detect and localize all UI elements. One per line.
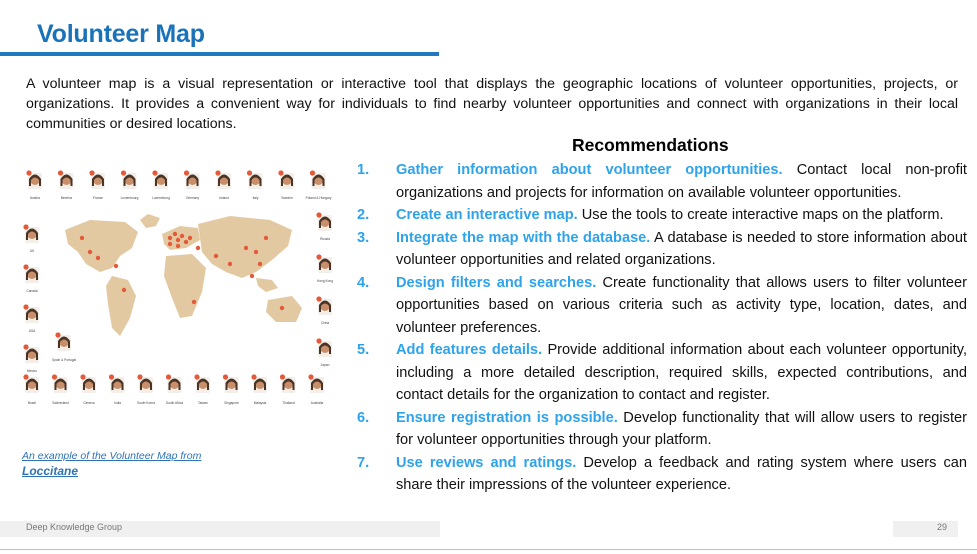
location-dot bbox=[168, 236, 172, 240]
location-badge bbox=[23, 264, 28, 269]
footer-organization: Deep Knowledge Group bbox=[26, 522, 123, 532]
bottom-divider bbox=[0, 549, 977, 550]
map-country-label: Luxembourg bbox=[152, 196, 170, 200]
location-badge bbox=[23, 224, 28, 229]
recommendation-heading: Use reviews and ratings. bbox=[396, 454, 577, 471]
location-badge bbox=[137, 374, 142, 379]
location-dot bbox=[188, 236, 192, 240]
recommendation-number: 7. bbox=[357, 454, 370, 471]
map-country-label: UK bbox=[29, 249, 35, 253]
location-badge bbox=[80, 374, 85, 379]
location-badge bbox=[55, 332, 60, 337]
map-country-label: India bbox=[114, 401, 121, 405]
map-country-label: Poland & Hungary bbox=[305, 196, 332, 200]
intro-paragraph: A volunteer map is a visual representation or interactive tool that displays the geographic locations of volunteer opportunities, projects, or organizations. It provides a convenient way for individuals to find nearby volunteer opportunities and connect with organizations in their local communities or desired locations. bbox=[26, 76, 958, 132]
location-dot bbox=[280, 306, 284, 310]
footer-page-bar bbox=[893, 521, 958, 537]
location-badge bbox=[316, 212, 321, 217]
location-badge bbox=[89, 170, 94, 175]
recommendation-text: Create functionality that allows users to filter volunteer opportunities based on various criteria such as activity type, location, dates, and volunteer preferences. bbox=[396, 274, 967, 336]
location-badge bbox=[247, 170, 252, 175]
location-badge bbox=[184, 170, 189, 175]
location-dot bbox=[258, 262, 262, 266]
location-dot bbox=[173, 232, 177, 236]
map-country-label: Benelux bbox=[60, 196, 73, 200]
location-dot bbox=[214, 254, 218, 258]
location-dot bbox=[264, 236, 268, 240]
recommendation-heading: Integrate the map with the database. bbox=[396, 229, 651, 246]
recommendation-heading: Add features details. bbox=[396, 342, 543, 358]
map-country-label: Switzerland bbox=[52, 401, 69, 405]
recommendation-item bbox=[357, 339, 967, 407]
location-badge bbox=[152, 170, 157, 175]
recommendation-item bbox=[357, 272, 967, 340]
recommendation-heading: Ensure registration is possible. bbox=[396, 409, 618, 426]
location-badge bbox=[223, 374, 228, 379]
location-dot bbox=[180, 234, 184, 238]
location-dot bbox=[176, 238, 180, 242]
map-country-label: Brazil bbox=[28, 401, 36, 405]
map-country-label: Taiwan bbox=[198, 401, 208, 405]
map-country-label: South Korea bbox=[137, 401, 155, 405]
location-badge bbox=[109, 374, 114, 379]
location-badge bbox=[23, 304, 28, 309]
landmass-indonesia bbox=[256, 278, 278, 292]
map-country-label: Singapore bbox=[224, 401, 239, 405]
location-badge bbox=[58, 170, 63, 175]
continent-europe bbox=[162, 226, 200, 250]
map-country-label: South Africa bbox=[165, 401, 184, 405]
map-country-label: Canada bbox=[26, 289, 38, 293]
location-badge bbox=[310, 170, 315, 175]
map-country-label: Thailand bbox=[282, 401, 295, 405]
continent-north-america bbox=[65, 220, 138, 272]
recommendation-number: 3. bbox=[357, 229, 370, 246]
recommendation-text: A database is needed to store information about volunteer opportunities and related organizations. bbox=[396, 229, 967, 268]
recommendation-heading: Design filters and searches. bbox=[396, 274, 597, 291]
map-country-label: Spain & Portugal bbox=[52, 358, 76, 362]
location-badge bbox=[23, 344, 28, 349]
location-dot bbox=[250, 274, 254, 278]
map-country-label: Germany bbox=[185, 196, 200, 200]
continent-south-america bbox=[106, 276, 136, 336]
recommendation-text: Provide additional information about each volunteer opportunity, including a more detailed description, required skills, expected contributions, and contact details for the organization to contact and register. bbox=[396, 342, 967, 403]
title-underline bbox=[0, 52, 439, 56]
recommendation-heading: Gather information about volunteer opportunities. bbox=[396, 162, 783, 178]
recommendations-heading: Recommendations bbox=[572, 135, 729, 155]
recommendation-text: Develop a feedback and rating system where users can share their impressions of the volunteer experience. bbox=[396, 454, 967, 493]
recommendation-item bbox=[357, 159, 967, 204]
location-dot bbox=[176, 244, 180, 248]
map-country-label: Russia bbox=[320, 237, 330, 241]
map-country-label: Malaysia bbox=[253, 401, 267, 405]
location-dot bbox=[254, 250, 258, 254]
location-badge bbox=[26, 170, 31, 175]
continent-africa bbox=[164, 254, 206, 318]
map-country-label: Hong Kong bbox=[317, 279, 333, 283]
map-country-label: USA bbox=[28, 329, 36, 333]
recommendation-text: Contact local non-profit organizations and projects for information on available volunteer opportunities. bbox=[396, 162, 967, 201]
recommendation-text: Use the tools to create interactive maps on the platform. bbox=[577, 207, 944, 223]
location-dot bbox=[184, 240, 188, 244]
location-badge bbox=[166, 374, 171, 379]
recommendation-text: Develop functionality that will allow users to register for volunteer opportunities through your platform. bbox=[396, 409, 967, 448]
location-dot bbox=[80, 236, 84, 240]
map-country-label: Japan bbox=[320, 363, 330, 367]
location-badge bbox=[52, 374, 57, 379]
map-country-label: Sweden bbox=[281, 196, 293, 200]
location-dot bbox=[122, 288, 126, 292]
location-badge bbox=[194, 374, 199, 379]
location-dot bbox=[192, 300, 196, 304]
caption-source-link[interactable]: Loccitane bbox=[22, 464, 79, 478]
location-badge bbox=[280, 374, 285, 379]
map-country-label: France bbox=[93, 196, 103, 200]
continent-australia bbox=[266, 296, 302, 322]
caption-link[interactable]: An example of the Volunteer Map from bbox=[22, 450, 202, 462]
location-dot bbox=[244, 246, 248, 250]
location-badge bbox=[121, 170, 126, 175]
location-badge bbox=[316, 296, 321, 301]
map-country-label: Austria bbox=[30, 196, 40, 200]
location-badge bbox=[215, 170, 220, 175]
location-badge bbox=[251, 374, 256, 379]
location-badge bbox=[316, 338, 321, 343]
recommendations-list bbox=[357, 159, 967, 497]
recommendation-number: 2. bbox=[357, 207, 370, 223]
location-badge bbox=[308, 374, 313, 379]
volunteer-map-image bbox=[20, 168, 340, 414]
location-dot bbox=[196, 246, 200, 250]
location-badge bbox=[23, 374, 28, 379]
recommendation-item bbox=[357, 227, 967, 272]
page-title: Volunteer Map bbox=[37, 20, 205, 48]
recommendation-number: 5. bbox=[357, 342, 370, 358]
map-country-label: Ireland bbox=[219, 196, 229, 200]
map-country-label: Mexico bbox=[26, 369, 38, 373]
map-country-label: Italy bbox=[252, 196, 259, 200]
location-badge bbox=[316, 254, 321, 259]
recommendation-item bbox=[357, 204, 967, 227]
map-country-label: China bbox=[320, 321, 330, 325]
map-country-label: Geneva bbox=[83, 401, 95, 405]
map-country-label: Luxembourg bbox=[120, 196, 139, 200]
page-number: 29 bbox=[937, 522, 948, 532]
map-country-label: Australia bbox=[310, 401, 324, 405]
landmass-greenland bbox=[140, 214, 160, 228]
recommendation-number: 6. bbox=[357, 409, 370, 426]
location-dot bbox=[96, 256, 100, 260]
recommendation-item bbox=[357, 407, 967, 452]
location-badge bbox=[278, 170, 283, 175]
location-dot bbox=[114, 264, 118, 268]
recommendation-number: 1. bbox=[357, 162, 370, 178]
recommendation-item bbox=[357, 452, 967, 497]
recommendation-number: 4. bbox=[357, 274, 370, 291]
recommendation-heading: Create an interactive map. bbox=[396, 207, 578, 223]
location-dot bbox=[168, 242, 172, 246]
location-dot bbox=[88, 250, 92, 254]
location-dot bbox=[228, 262, 232, 266]
